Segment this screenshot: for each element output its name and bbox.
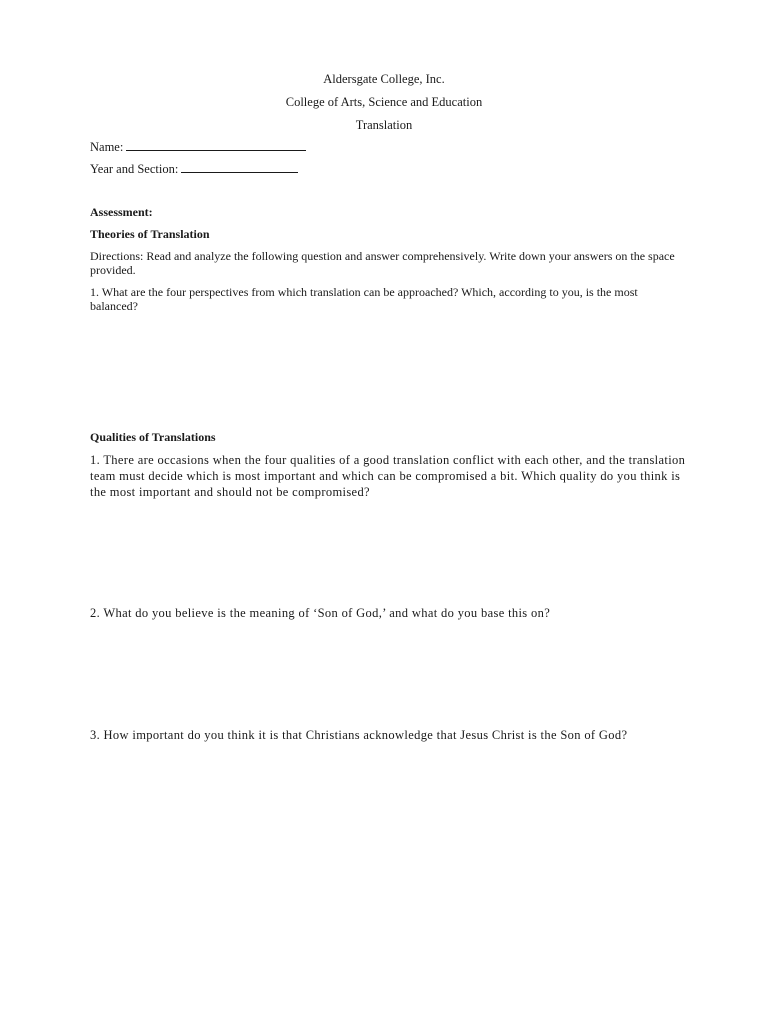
theories-heading: Theories of Translation — [90, 227, 210, 241]
qualities-heading: Qualities of Translations — [90, 430, 216, 444]
year-section-blank-line — [181, 161, 298, 173]
name-label: Name: — [90, 140, 124, 154]
qualities-question-2: 2. What do you believe is the meaning of ‘Son of God,’ and what do you base this on? — [90, 606, 551, 620]
subject-title: Translation — [355, 118, 413, 132]
directions-text: Directions: Read and analyze the following question and answer comprehensively. Write down your answers on the space provided. — [90, 249, 675, 277]
qualities-question-3: 3. How important do you think it is that Christians acknowledge that Jesus Christ is the Son of God? — [90, 728, 628, 742]
institution-name: Aldersgate College, Inc. — [323, 72, 445, 86]
qualities-question-1: 1. There are occasions when the four qualities of a good translation conflict with each other, and the translation team must decide which is most important and which can be compromised a bit. Which quality do you think is the most important and should not be compromised? — [90, 453, 686, 499]
name-blank-line — [126, 139, 306, 151]
year-section-label: Year and Section: — [90, 162, 179, 176]
year-section-field — [90, 161, 298, 176]
name-field — [90, 139, 306, 154]
college-name: College of Arts, Science and Education — [285, 95, 483, 109]
theories-question-1: 1. What are the four perspectives from which translation can be approached? Which, according to you, is the most balanced? — [90, 285, 638, 313]
assessment-title: Assessment: — [90, 205, 153, 219]
